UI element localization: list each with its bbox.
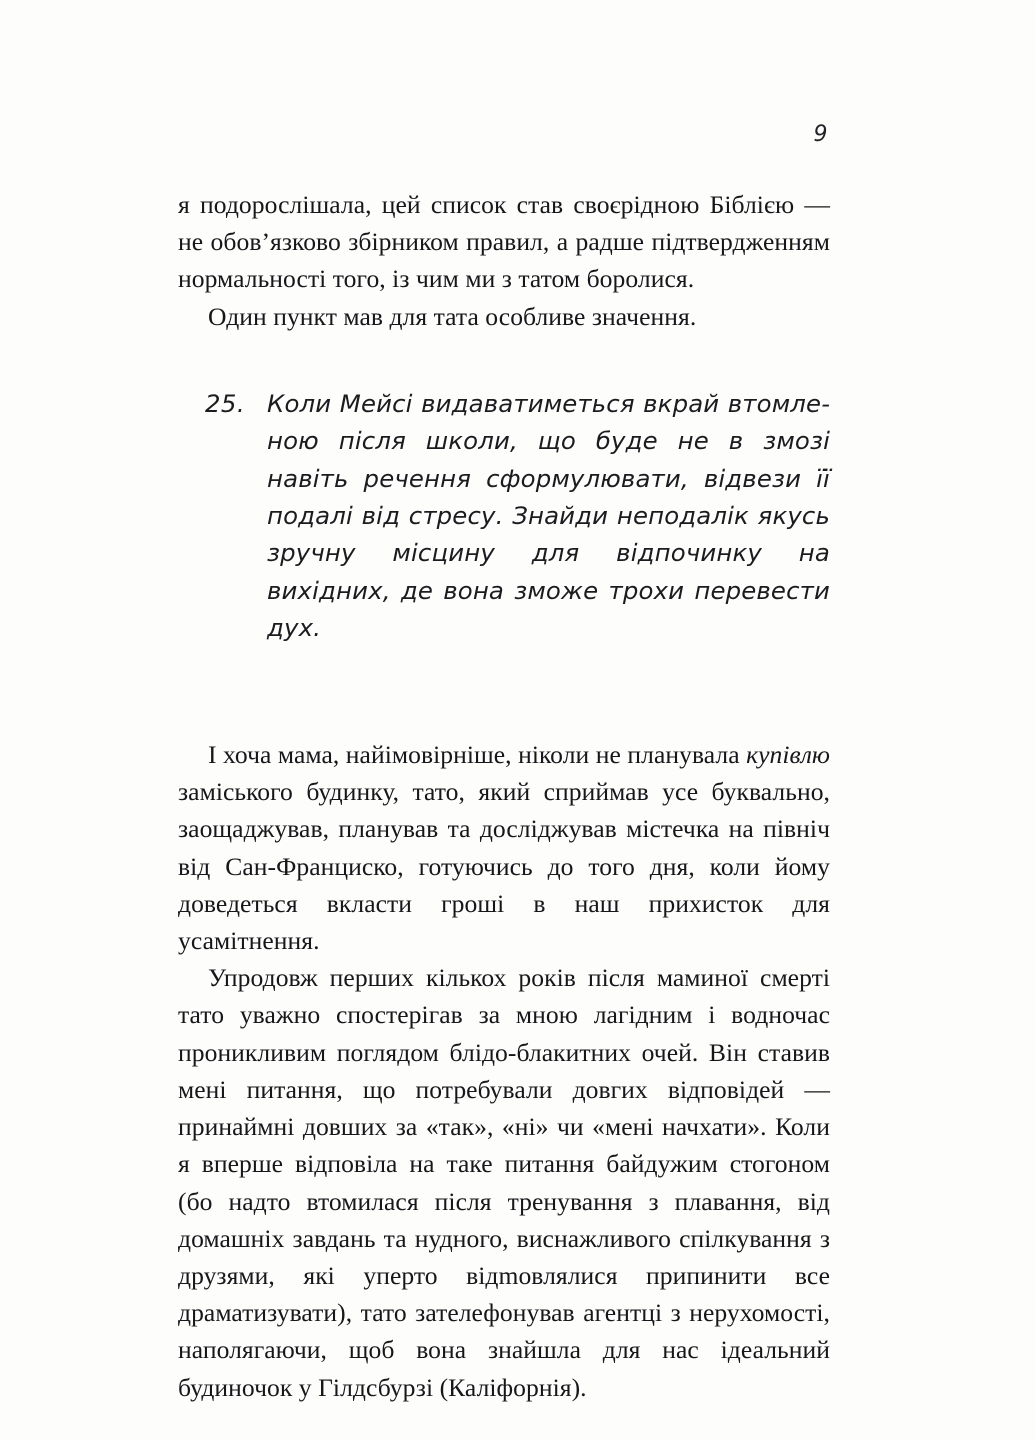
page-number: 9 xyxy=(813,122,828,147)
paragraph-continuation: я подорослішала, цей список став своєрідною Біблією — не обов’язково збірником правил, а радше підтвердженням нормальності того, із чим ми з татом боролися. xyxy=(178,190,830,294)
paragraph-one-point: Один пункт мав для тата особливе значення. xyxy=(208,301,697,331)
paragraph-lead-text: І хоча мама, найімовірніше, ніколи не планувала xyxy=(208,740,747,770)
handwritten-rule-block xyxy=(178,385,830,684)
paragraph-mother-plan xyxy=(178,736,830,959)
emphasised-word: купівлю xyxy=(746,740,830,770)
folio-row xyxy=(178,122,828,147)
list-item-number: 25. xyxy=(205,388,245,418)
paragraph-tail-text: заміського будинку, тато, який сприймав усе буквально, заощаджував, планував та досліджував містечка на північ від Сан-Франциско, готуючись до того дня, коли йому доведеться вкласти гроші в наш прихисток для усамітнення. xyxy=(178,777,830,956)
paragraph-first-years: Упродовж перших кількох років після маминої смерті тато уважно спостерігав за мною лагідним і водночас проникливим поглядом блідо-блакитних очей. Він ставив мені питання, що потребували довгих відповідей — принаймні довших за «так», «ні» чи «мені начхати». Коли я вперше відповіла на таке питання байдужим стогоном (бо надто втомилася після тренування з плавання, від домашніх завдань та нудного, виснажливого спілкування з друзями, які уперто відmовлялися припинити все драматизувати), тато зателефонував агентці з нерухомості, наполягаючи, щоб вона знайшла для нас ідеальний будиночок у Гілдсбурзі (Каліфорнія). xyxy=(178,963,830,1402)
list-item-text: Коли Мейсі видаватиметься вкрай втомленою після школи, що буде не в змозі навіть речення сформулювати, відвези її подалі від стресу. Знайди неподалік якусь зручну місцину для відпочинку на вихідних, де вона зможе трохи перевести дух. xyxy=(267,388,830,643)
list-item xyxy=(205,385,830,684)
text-column xyxy=(178,186,830,1406)
